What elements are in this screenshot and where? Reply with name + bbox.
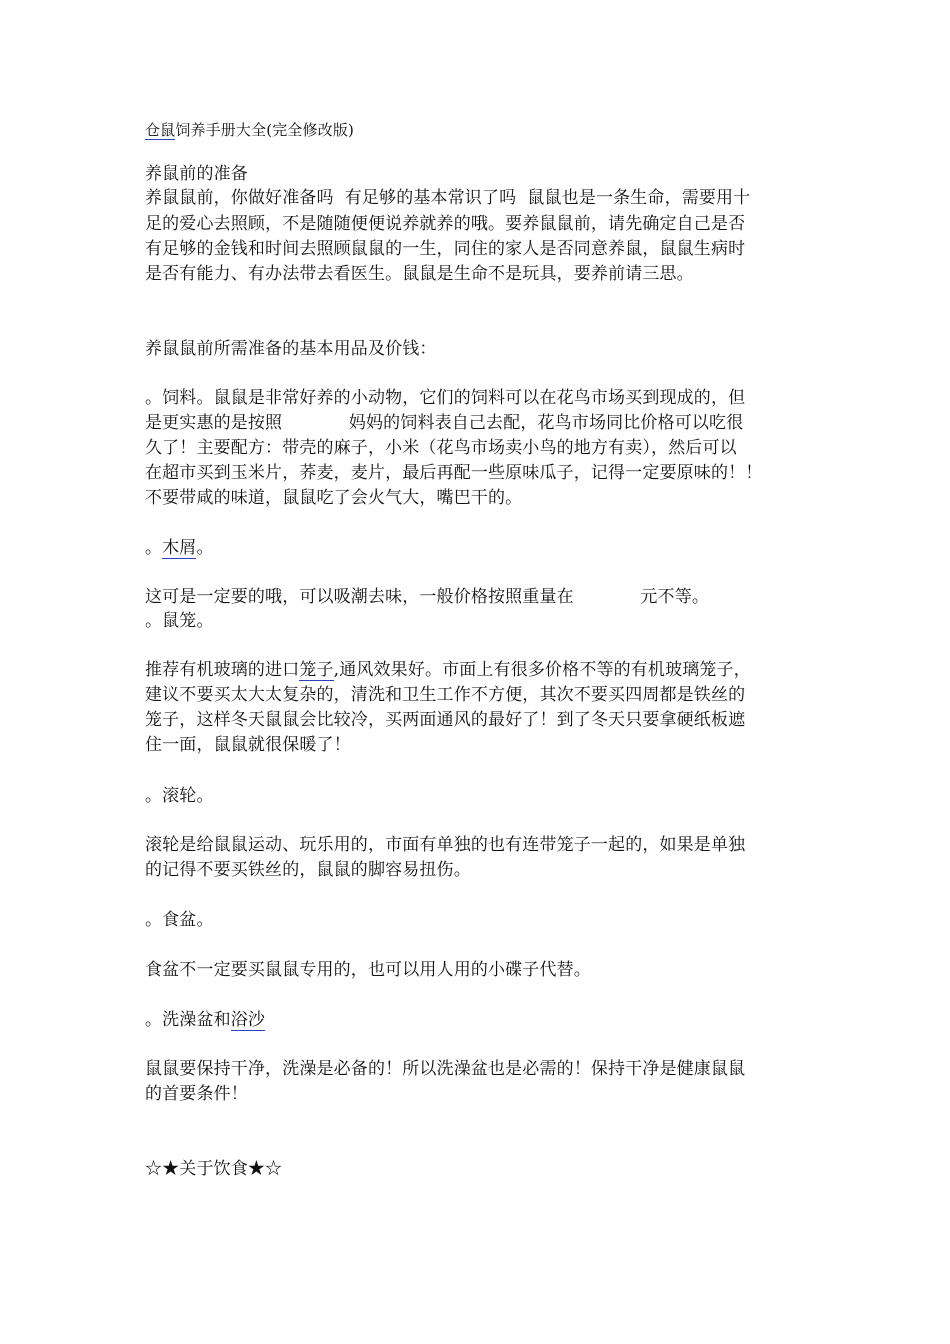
feed-paragraph-line: 久了！主要配方：带壳的麻子，小米（花鸟市场卖小鸟的地方有卖），然后可以 (145, 438, 737, 458)
prep-heading: 养鼠前的准备 (145, 164, 248, 184)
prep-paragraph-line: 足的爱心去照顾，不是随随便便说养就养的哦。要养鼠鼠前，请先确定自己是否 (145, 214, 746, 234)
prep-paragraph-line: 有足够的金钱和时间去照顾鼠鼠的一生，同住的家人是否同意养鼠，鼠鼠生病时 (145, 239, 746, 259)
feed-paragraph-line: 是更实惠的是按照 妈妈的饲料表自己去配，花鸟市场同比价格可以吃很 (145, 413, 744, 433)
feed-paragraph-line: 。饲料。鼠鼠是非常好养的小动物，它们的饲料可以在花鸟市场买到现成的，但 (145, 388, 746, 408)
cage-heading: 。鼠笼。 (145, 611, 214, 631)
bath-paragraph-line: 鼠鼠要保持干净，洗澡是必备的！所以洗澡盆也是必需的！保持干净是健康鼠鼠 (145, 1059, 746, 1079)
prep-paragraph-line: 养鼠鼠前，你做好准备吗 有足够的基本常识了吗 鼠鼠也是一条生命，需要用十 (145, 188, 751, 208)
document-title (145, 118, 354, 142)
cage-line-prefix: 推荐有机玻璃的进口 (145, 660, 300, 680)
cage-paragraph-line: 住一面，鼠鼠就很保暖了！ (145, 735, 351, 755)
cage-line-suffix: ,通风效果好。市面上有很多价格不等的有机玻璃笼子， (333, 660, 751, 680)
cage-link[interactable]: 笼子 (299, 660, 334, 680)
sawdust-link[interactable]: 木屑 (162, 538, 197, 558)
bath-sand-link[interactable]: 浴沙 (230, 1010, 266, 1030)
sawdust-heading (145, 536, 214, 560)
cage-paragraph-line: 笼子，这样冬天鼠鼠会比较冷，买两面通风的最好了！到了冬天只要拿硬纸板遮 (145, 710, 746, 730)
cage-paragraph-line: 建议不要买太大太复杂的，清洗和卫生工作不方便，其次不要买四周都是铁丝的 (145, 685, 746, 705)
sawdust-prefix: 。 (145, 538, 163, 558)
prep-paragraph-line: 是否有能力、有办法带去看医生。鼠鼠是生命不是玩具，要养前请三思。 (145, 264, 694, 284)
cage-paragraph-line (145, 658, 751, 682)
bowl-heading: 。食盆。 (145, 910, 214, 930)
sawdust-text: 这可是一定要的哦，可以吸潮去味，一般价格按照重量在 元不等。 (145, 587, 709, 607)
bowl-text: 食盆不一定要买鼠鼠专用的，也可以用人用的小碟子代替。 (145, 960, 591, 980)
bath-heading (145, 1008, 265, 1032)
feed-paragraph-line: 不要带咸的味道，鼠鼠吃了会火气大，嘴巴干的。 (145, 488, 523, 508)
wheel-heading: 。滚轮。 (145, 786, 214, 806)
supplies-heading: 养鼠鼠前所需准备的基本用品及价钱： (145, 339, 437, 359)
sawdust-suffix: 。 (196, 538, 214, 558)
title-link[interactable]: 仓鼠 (145, 121, 176, 139)
feed-paragraph-line: 在超市买到玉米片，荞麦，麦片，最后再配一些原味瓜子，记得一定要原味的！！ (145, 463, 763, 483)
bath-prefix: 。洗澡盆和 (145, 1010, 231, 1030)
bath-paragraph-line: 的首要条件！ (145, 1084, 248, 1104)
title-text: 饲养手册大全(完全修改版) (175, 121, 354, 139)
diet-heading: ☆★关于饮食★☆ (145, 1159, 283, 1179)
wheel-paragraph-line: 滚轮是给鼠鼠运动、玩乐用的，市面有单独的也有连带笼子一起的，如果是单独 (145, 835, 746, 855)
wheel-paragraph-line: 的记得不要买铁丝的，鼠鼠的脚容易扭伤。 (145, 860, 471, 880)
